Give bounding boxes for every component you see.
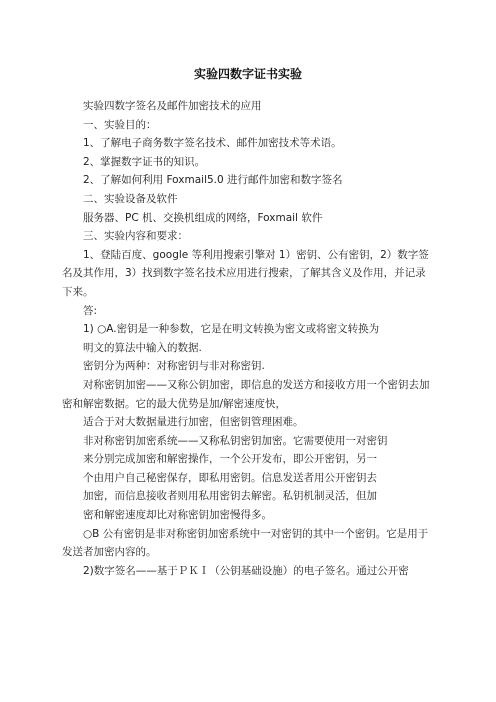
paragraph-answer-a-cont: 明文的算法中输入的数据. bbox=[83, 341, 202, 354]
paragraph-answer-b: ○B 公有密钥是非对称密钥加密系统中一对密钥的其中一个密钥。它是用于发送者加密内容的。 bbox=[62, 527, 429, 559]
paragraph-asymmetric-cont-4: 密和解密速度却比对称密钥加密慢得多。 bbox=[83, 509, 272, 522]
paragraph-digital-signature: 2)数字签名——基于ＰＫＩ（公钥基础设施）的电子签名。通过公开密 bbox=[83, 564, 409, 577]
paragraph-symmetric-cont: 适合于对大数据量进行加密，但密钥管理困难。 bbox=[83, 416, 304, 429]
paragraph-key-types: 密钥分为两种：对称密钥与非对称密钥. bbox=[83, 360, 265, 373]
list-item-purpose-2: 2、掌握数字证书的知识。 bbox=[83, 155, 206, 168]
paragraph-symmetric: 对称密钥加密——又称公钥加密，即信息的发送方和接收方用一个密钥去加密和解密数据。它的最大优势是加/解密速度快， bbox=[62, 378, 430, 410]
paragraph-asymmetric-cont-2: 个由用户自己秘密保存，即私用密钥。信息发送者用公开密钥去 bbox=[83, 471, 377, 484]
paragraph-asymmetric: 非对称密钥加密系统——又称私钥密钥加密。它需要使用一对密钥 bbox=[83, 434, 388, 447]
section-heading-purpose: 一、实验目的： bbox=[83, 118, 157, 131]
paragraph-subtitle: 实验四数字签名及邮件加密技术的应用 bbox=[83, 100, 262, 112]
section-heading-content: 三、实验内容和要求： bbox=[83, 230, 188, 243]
answer-label: 答: bbox=[83, 304, 98, 317]
paragraph-task-1: 1、登陆百度、google 等利用搜索引擎对 1）密钥、公有密钥，2）数字签名及其作用，3）找到数字签名技术应用进行搜索，了解其含义及作用，并记录下来。 bbox=[62, 248, 429, 298]
list-item-purpose-1: 1、了解电子商务数字签名技术、邮件加密技术等术语。 bbox=[83, 137, 342, 150]
document-title: 实验四数字证书实验 bbox=[193, 67, 302, 81]
list-item-purpose-3: 2、了解如何利用 Foxmail5.0 进行邮件加密和数字签名 bbox=[83, 174, 343, 187]
paragraph-asymmetric-cont-1: 来分别完成加密和解密操作，一个公开发布，即公开密钥，另一 bbox=[83, 453, 377, 466]
section-heading-equipment: 二、实验设备及软件 bbox=[83, 192, 178, 205]
document-body bbox=[62, 97, 436, 580]
paragraph-asymmetric-cont-3: 加密，而信息接收者则用私用密钥去解密。私钥机制灵活，但加 bbox=[83, 490, 377, 503]
paragraph-answer-a: 1) ○A.密钥是一种参数，它是在明文转换为密文或将密文转换为 bbox=[83, 323, 380, 336]
paragraph-equipment: 服务器、PC 机、交换机组成的网络，Foxmail 软件 bbox=[83, 211, 323, 224]
